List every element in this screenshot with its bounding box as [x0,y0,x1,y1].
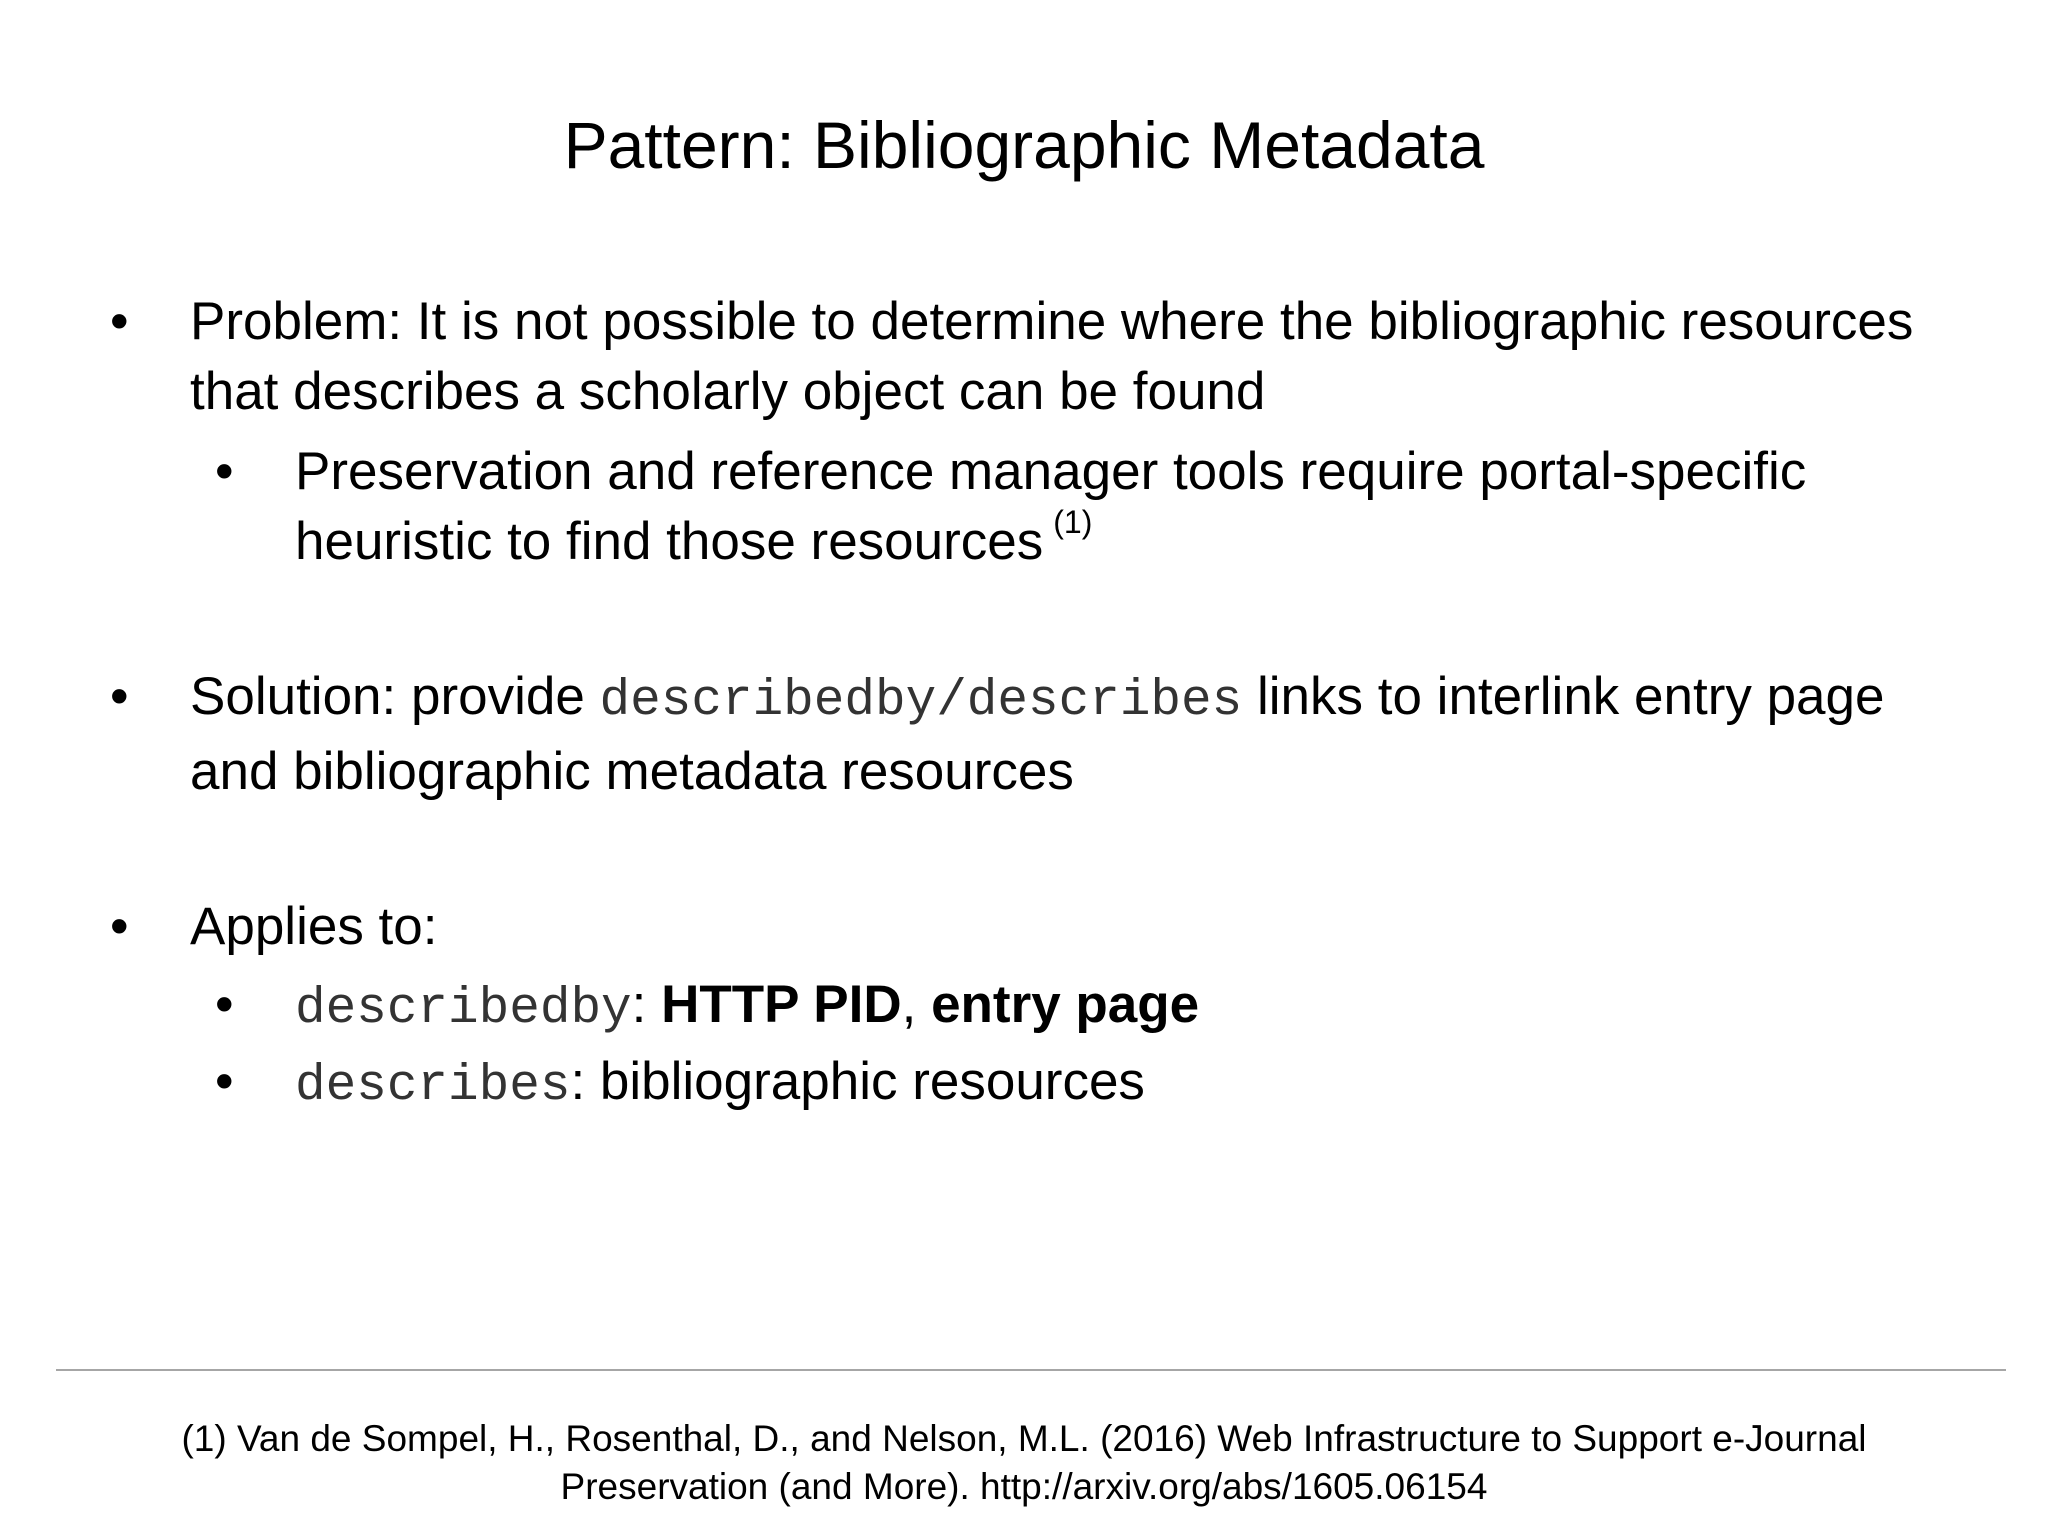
footnote-ref: (1) [1053,504,1093,540]
bullet-marker: • [215,442,234,501]
solution-code: describedby/describes [599,673,1243,730]
bullet-problem [110,287,1960,427]
bullet-applies-describes [215,1047,1975,1122]
http-pid-text: HTTP PID [661,975,902,1034]
solution-prefix: Solution: provide [190,667,600,726]
describes-code: describes [295,1058,571,1115]
bullet-marker: • [110,667,129,726]
bullet-marker: • [215,975,234,1034]
bullet-marker: • [110,897,129,956]
problem-detail-text: Preservation and reference manager tools require portal-specific heuristic to find those resources [295,442,1807,571]
footnote-line-2: Preservation (and More). http://arxiv.org/abs/1605.06154 [560,1466,1488,1507]
problem-text: Problem: It is not possible to determine where the bibliographic resources that describes a scholarly object can be found [190,292,1914,421]
entry-page-text: entry page [931,975,1200,1034]
slide-title: Pattern: Bibliographic Metadata [563,108,1485,182]
describedby-sep: : [631,975,662,1034]
bullet-marker: • [215,1052,234,1111]
describes-text: bibliographic resources [599,1052,1145,1111]
footnote-divider [56,1369,2006,1371]
bullet-applies [110,892,1960,962]
describedby-code: describedby [295,981,632,1038]
footnote-line-1: (1) Van de Sompel, H., Rosenthal, D., and Nelson, M.L. (2016) Web Infrastructure to Support e-Journal [181,1418,1867,1459]
applies-text: Applies to: [190,897,438,956]
describedby-comma: , [901,975,932,1034]
footnote [0,1415,2048,1511]
bullet-applies-describedby [215,970,1975,1045]
bullet-marker: • [110,292,129,351]
bullet-problem-detail [215,437,1975,577]
bullet-solution [110,662,1960,807]
solution-suffix: links to interlink entry page and bibliographic metadata resources [190,667,1885,801]
describes-sep: : [570,1052,600,1111]
